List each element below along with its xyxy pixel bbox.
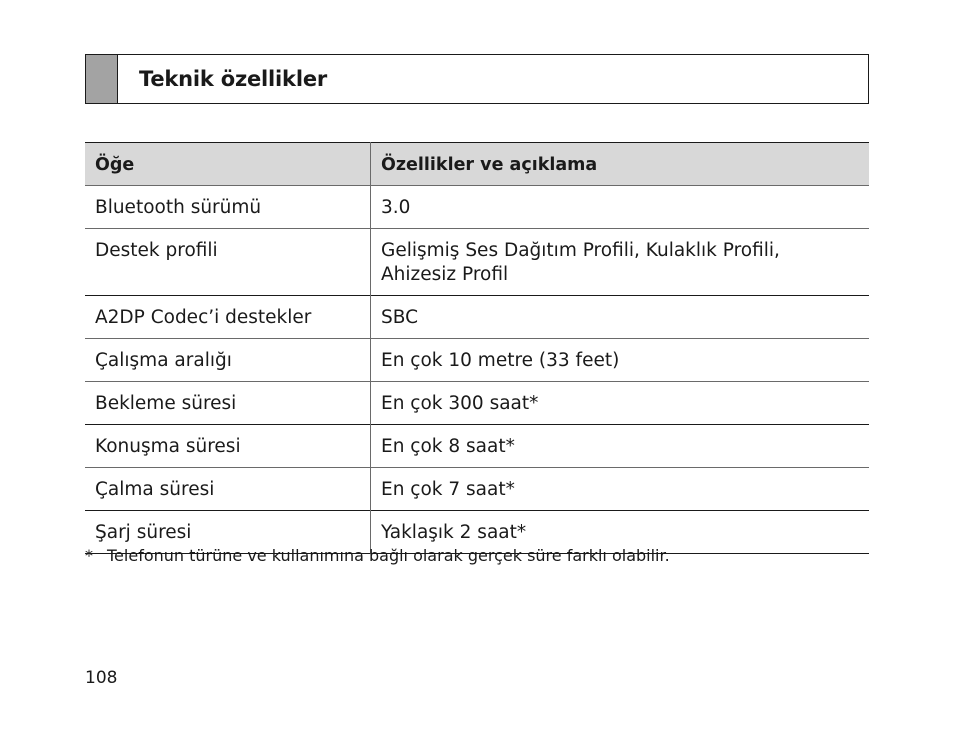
row-description: En çok 10 metre (33 feet)	[381, 350, 620, 371]
table-row	[85, 186, 869, 229]
footnote	[85, 546, 670, 565]
row-description: En çok 7 saat*	[381, 479, 515, 500]
row-description	[371, 229, 870, 296]
row-item: A2DP Codec’i destekler	[85, 296, 371, 339]
row-item: Bekleme süresi	[85, 382, 371, 425]
row-description-line-1: Gelişmiş Ses Dağıtım Profili, Kulaklık Profili,	[381, 240, 780, 261]
section-title: Teknik özellikler	[139, 67, 328, 91]
table-header-row	[85, 143, 869, 186]
row-description: En çok 8 saat*	[381, 436, 515, 457]
row-item: Destek profili	[85, 229, 371, 296]
row-description: 3.0	[381, 197, 411, 218]
table-row	[85, 425, 869, 468]
table-row	[85, 229, 869, 296]
page-number: 108	[85, 668, 118, 688]
table-row	[85, 468, 869, 511]
row-item: Çalışma aralığı	[85, 339, 371, 382]
row-item: Bluetooth sürümü	[85, 186, 371, 229]
row-description: Yaklaşık 2 saat*	[381, 522, 527, 543]
footnote-marker: *	[85, 546, 93, 565]
row-item: Şarj süresi	[85, 511, 371, 554]
column-header-item: Öğe	[85, 143, 371, 186]
section-header	[85, 54, 869, 104]
row-description-line-2: Ahizesiz Profil	[381, 264, 509, 285]
row-item: Çalma süresi	[85, 468, 371, 511]
specifications-table	[85, 142, 869, 554]
row-description: SBC	[381, 307, 419, 328]
section-tab-marker	[86, 55, 118, 103]
table-row	[85, 382, 869, 425]
row-item: Konuşma süresi	[85, 425, 371, 468]
footnote-text: Telefonun türüne ve kullanımına bağlı olarak gerçek süre farklı olabilir.	[107, 546, 670, 565]
table-row	[85, 296, 869, 339]
table-row	[85, 339, 869, 382]
row-description: En çok 300 saat*	[381, 393, 539, 414]
column-header-description: Özellikler ve açıklama	[371, 143, 870, 186]
